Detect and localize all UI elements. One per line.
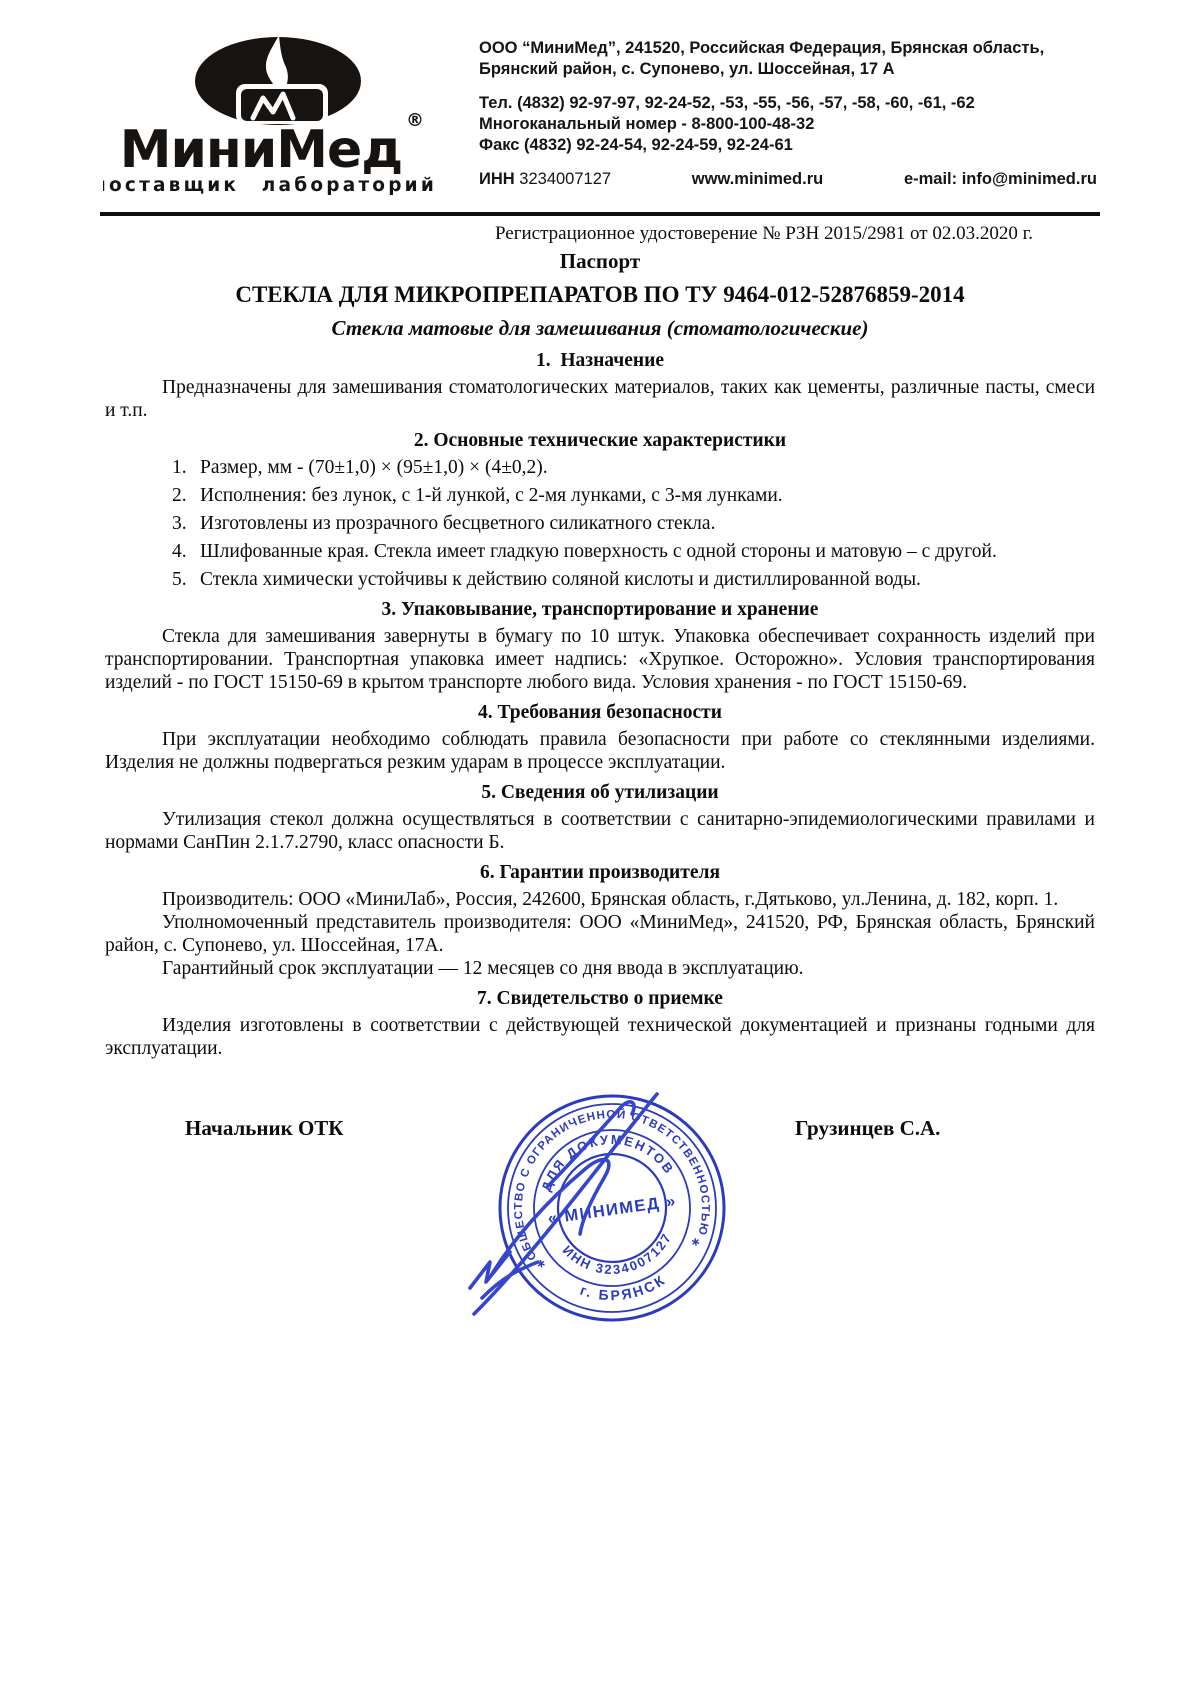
spacer [479,80,1097,93]
signatory-position: Начальник ОТК [185,1116,344,1140]
section-6-para-representative: Уполномоченный представитель производителя: ООО «МиниМед», 241520, РФ, Брянская область, Брянский район, с. Супонево, ул. Шоссейная, 17А. [105,912,1095,956]
list-item: 4. Шлифованные края. Стекла имеет гладкую поверхность с одной стороны и матовую – с другой. [172,541,997,562]
logo-brand-text: МиниМед [119,120,403,180]
company-multichannel-line: Многоканальный номер - 8-800-100-48-32 [479,115,815,133]
doc-title: СТЕКЛА ДЛЯ МИКРОПРЕПАРАТОВ ПО ТУ 9464-012-52876859-2014 [235,282,965,307]
company-phone-line: Тел. (4832) 92-97-97, 92-24-52, -53, -55, -56, -57, -58, -60, -61, -62 [479,94,975,112]
stamp-outer-text: ОБЩЕСТВО С ОГРАНИЧЕННОЙ ОТВЕТСТВЕННОСТЬЮ [512,1108,712,1263]
section-6-heading: 6. Гарантии производителя [479,862,720,883]
section-5-body: Утилизация стекол должна осуществляться в соответствии с санитарно-эпидемиологическими правилами и нормами СанПин 2.1.7.2790, класс опасности Б. [105,809,1095,853]
logo-tagline: поставщик лабораторий [103,175,433,196]
doc-type-heading: Паспорт [559,249,641,273]
list-item: 3. Изготовлены из прозрачного бесцветного силикатного стекла. [172,513,716,534]
company-contact-block [479,38,1097,190]
section-3-heading: 3. Упаковывание, транспортирование и хранение [381,599,819,620]
spacer [479,156,1097,169]
spirit-lamp-icon [195,35,361,125]
document-body [105,222,1095,1060]
section-4-heading: 4. Требования безопасности [478,702,722,723]
registration-certificate-line: Регистрационное удостоверение № РЗН 2015/2981 от 02.03.2020 г. [494,223,1033,244]
stamp-separator-icon: ∗ [535,1255,547,1272]
stamp-city-text: г. БРЯНСК [578,1270,669,1304]
section-6-para-warranty: Гарантийный срок эксплуатации — 12 месяцев со дня ввода в эксплуатацию. [162,958,804,979]
section-1-body: Предназначены для замешивания стоматологических материалов, таких как цементы, различные пасты, смеси и т.п. [105,377,1095,421]
section-5-heading: 5. Сведения об утилизации [481,782,719,803]
stamp-inner-top-text: ДЛЯ ДОКУМЕНТОВ [538,1131,678,1194]
header-divider [100,212,1100,216]
company-website: www.minimed.ru [691,170,824,188]
list-item: 5. Стекла химически устойчивы к действию соляной кислоты и дистиллированной воды. [172,569,921,590]
stamp-separator-icon: ∗ [689,1234,702,1250]
company-address-line2: Брянский район, с. Супонево, ул. Шоссейная, 17 А [479,60,895,78]
company-ids-row [479,169,1097,190]
company-stamp [452,1066,767,1351]
technical-characteristics-list [105,456,1095,591]
company-email: e-mail: info@minimed.ru [903,170,1097,188]
signatory-name: Грузинцев С.А. [795,1116,941,1140]
stamp-graphic [452,1066,767,1351]
section-7-body: Изделия изготовлены в соответствии с действующей технической документацией и признаны годными для эксплуатации. [105,1015,1095,1059]
section-6-para-manufacturer: Производитель: ООО «МиниЛаб», Россия, 242600, Брянская область, г.Дятьково, ул.Ленина, д. 182, корп. 1. [162,889,1059,910]
section-2-heading: 2. Основные технические характеристики [413,430,787,451]
list-item: 2. Исполнения: без лунок, с 1-й лункой, с 2-мя лунками, с 3-мя лунками. [172,485,783,506]
registered-trademark-icon: ® [406,110,424,131]
company-address-line1: ООО “МиниМед”, 241520, Российская Федерация, Брянская область, [479,39,1045,57]
stamp-center-text: « МИНИМЕД » [546,1192,678,1228]
company-logo [103,24,433,196]
company-inn: ИНН 3234007127 [479,170,612,188]
company-fax-line: Факс (4832) 92-24-54, 92-24-59, 92-24-61 [479,136,793,154]
section-7-heading: 7. Свидетельство о приемке [477,988,723,1009]
logo-graphic [103,24,433,196]
doc-subtitle: Стекла матовые для замешивания (стоматологические) [331,316,869,340]
section-3-body: Стекла для замешивания завернуты в бумагу по 10 штук. Упаковка обеспечивает сохранность изделий при транспортировании. Транспортная упаковка имеет надпись: «Хрупкое. Осторожно». Условия транспортирования изделий - по ГОСТ 15150-69 в крытом транспорте любого вида. Условия хранения - по ГОСТ 15150-69. [105,626,1095,693]
section-1-heading: 1. Назначение [535,350,665,371]
list-item: 1. Размер, мм - (70±1,0) × (95±1,0) × (4±0,2). [172,457,548,478]
stamp-inner-number-text: ИНН 3234007127 [559,1229,675,1278]
section-4-body: При эксплуатации необходимо соблюдать правила безопасности при работе со стеклянными изделиями. Изделия не должны подвергаться резким ударам в процессе эксплуатации. [105,729,1095,773]
